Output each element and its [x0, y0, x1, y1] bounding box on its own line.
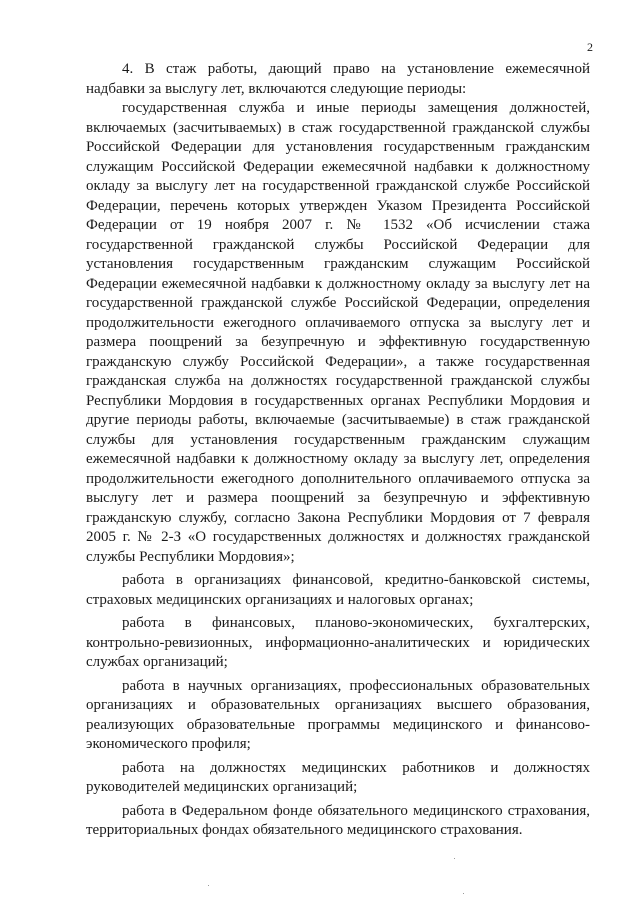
paragraph-educational-organizations: работа в научных организациях, профессиональных образовательных организациях и образовательных организациях высшего образования, реализующих образовательные программы медицинского и финансово-экономического профиля;	[86, 677, 590, 752]
paragraph-financial-services: работа в финансовых, планово-экономических, бухгалтерских, контрольно-ревизионных, информационно-аналитических и юридических службах организаций;	[86, 615, 590, 670]
paragraph-medical-workers: работа на должностях медицинских работников и должностях руководителей медицинских организаций;	[86, 759, 590, 795]
paragraph-item-4-intro: 4. В стаж работы, дающий право на установление ежемесячной надбавки за выслугу лет, включаются следующие периоды:	[86, 61, 590, 97]
scan-speck	[454, 858, 455, 859]
paragraph-civil-service-periods: государственная служба и иные периоды замещения должностей, включаемых (засчитываемых) в стаж государственной гражданской службы Российской Федерации для установления государственным гражданским служащим Российской Федерации ежемесячной надбавки к должностному окладу за выслугу лет на государственной гражданской службе Российской Федерации, перечень которых утвержден Указом Президента Российской Федерации от 19 ноября 2007 г. № 1532 «Об исчислении стажа государственной гражданской службы Российской Федерации для установления государственным гражданским служащим Российской Федерации ежемесячной надбавки к должностному окладу за выслугу лет на государственной гражданской службе Российской Федерации, определения продолжительности ежегодного оплачиваемого отпуска за выслугу лет и размера поощрений за безупречную и эффективную государственную гражданскую службу Российской Федерации», а также государственная гражданская служба на должностях государственной гражданской службы Республики Мордовия в государственных органах Республики Мордовия и другие периоды работы, включаемые (засчитываемые) в стаж гражданской службы для установления государственным гражданским служащим ежемесячной надбавки к должностному окладу за выслугу лет, определения продолжительности ежегодного дополнительного оплачиваемого отпуска за выслугу лет и размера поощрений за безупречную и эффективную гражданскую службу, согласно Закона Республики Мордовия от 7 февраля 2005 г. № 2-З «О государственных должностях и должностях гражданской службы Республики Мордовия»;	[86, 100, 590, 565]
document-body	[86, 60, 590, 841]
scan-speck	[463, 893, 464, 894]
paragraph-financial-organizations: работа в организациях финансовой, кредитно-банковской системы, страховых медицинских организациях и налоговых органах;	[86, 572, 590, 608]
paragraph-insurance-funds: работа в Федеральном фонде обязательного медицинского страхования, территориальных фондах обязательного медицинского страхования.	[86, 802, 590, 838]
scan-speck	[208, 885, 209, 886]
page-number: 2	[587, 40, 593, 54]
